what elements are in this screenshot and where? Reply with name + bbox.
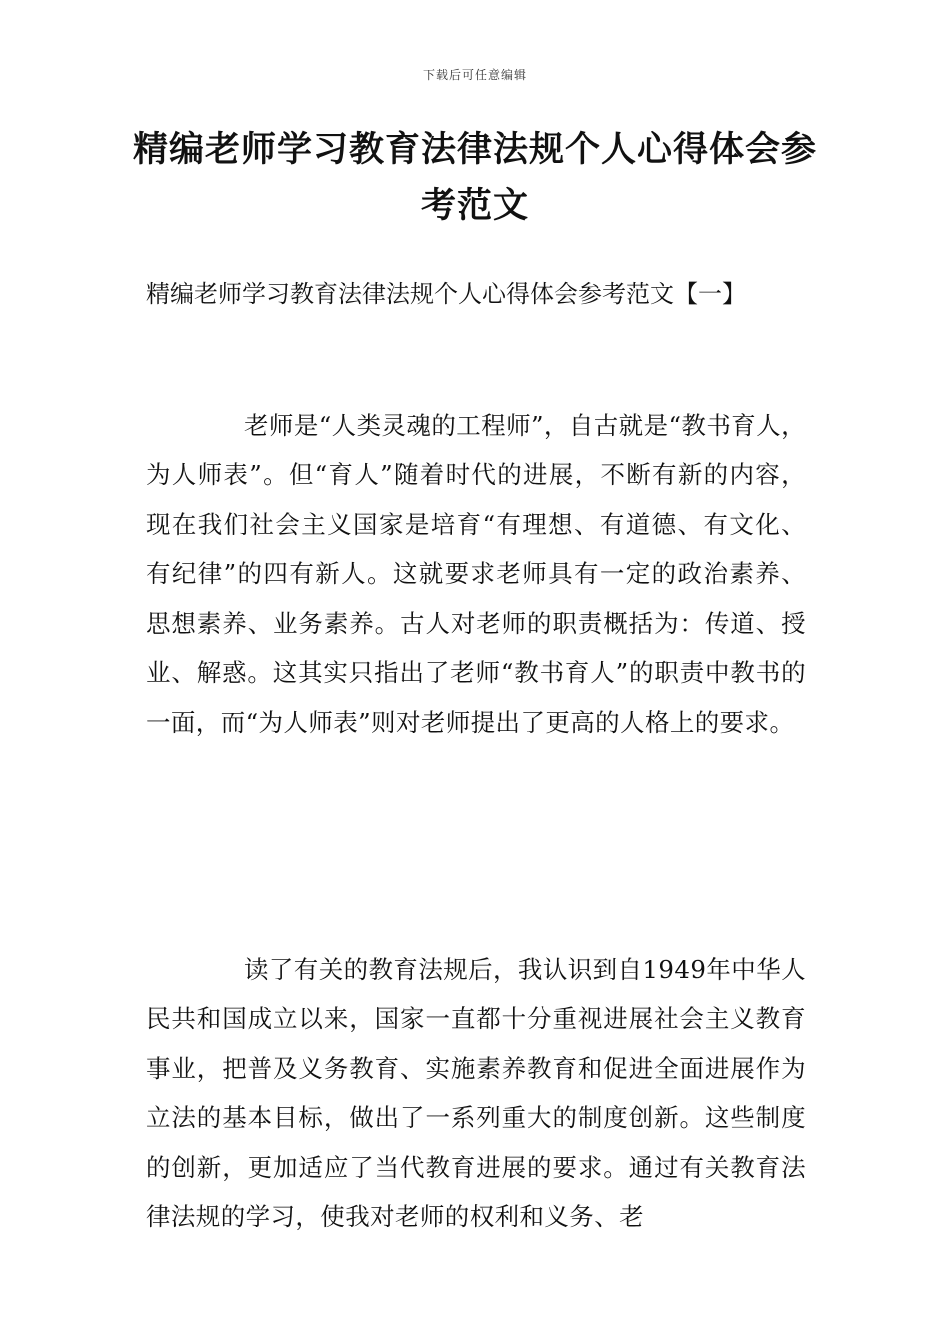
header-note: 下载后可任意编辑: [422, 68, 527, 82]
body-paragraph-2: 读了有关的教育法规后，我认识到自1949年中华人民共和国成立以来，国家一直都十分重视进展社会主义教育事业，把普及义务教育、实施素养教育和促进全面进展作为立法的基本目标，做出了一系列重大的制度创新。这些制度的创新，更加适应了当代教育进展的要求。通过有关教育法律法规的学习，使我对老师的权利和义务、老: [146, 954, 806, 1232]
section-subtitle: 精编老师学习教育法律法规个人心得体会参考范文【一】: [146, 280, 746, 308]
body-paragraph-1: 老师是“人类灵魂的工程师”，自古就是“教书育人，为人师表”。但“育人”随着时代的进展，不断有新的内容，现在我们社会主义国家是培育“有理想、有道德、有文化、有纪律”的四有新人。这就要求老师具有一定的政治素养、思想素养、业务素养。古人对老师的职责概括为：传道、授业、解惑。这其实只指出了老师“教书育人”的职责中教书的一面，而“为人师表”则对老师提出了更高的人格上的要求。: [146, 410, 806, 738]
document-title: 精编老师学习教育法律法规个人心得体会参考范文: [132, 130, 817, 226]
